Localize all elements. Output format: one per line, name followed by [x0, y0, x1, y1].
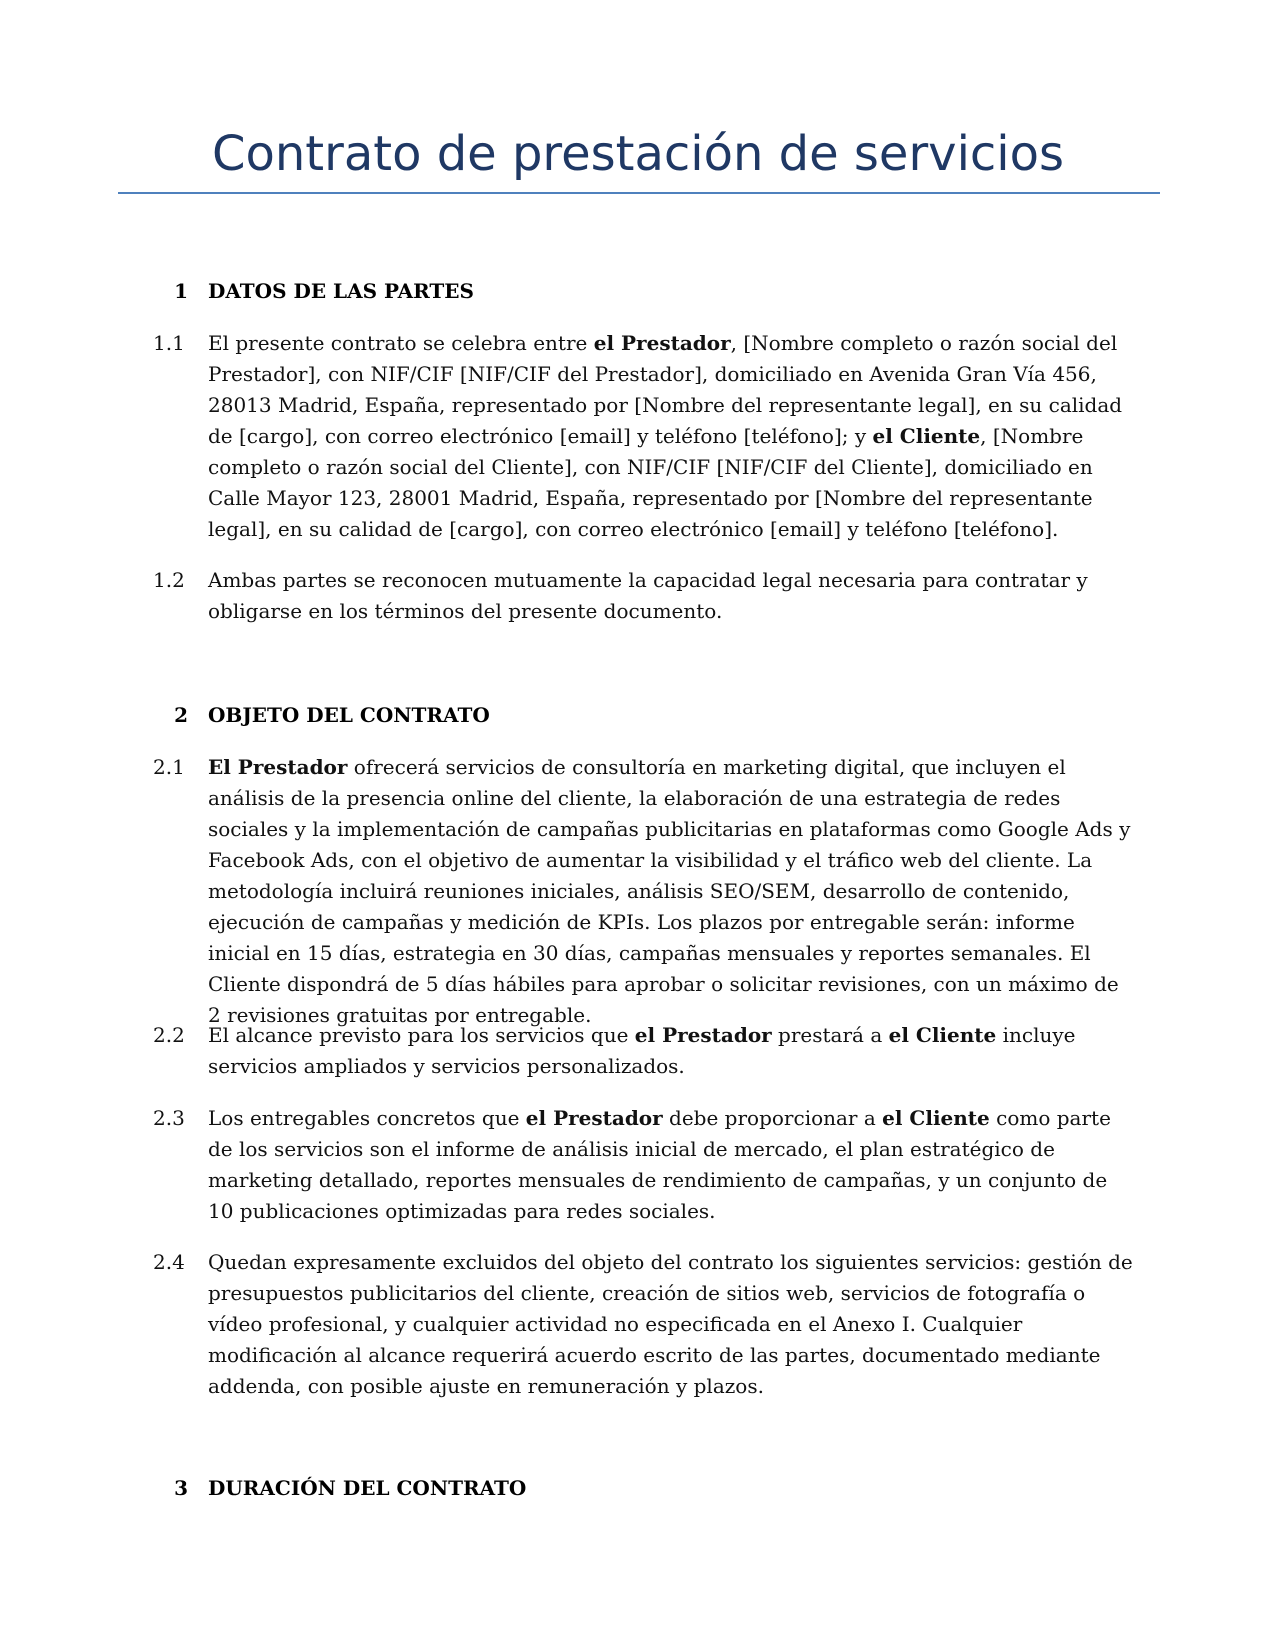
party-name-prestador: el Prestador: [525, 1106, 663, 1130]
section-heading-1: [174, 276, 474, 306]
section-heading-text: DATOS DE LAS PARTES: [208, 279, 474, 303]
clause-1-1: [153, 328, 1133, 545]
clause-number: 2.2: [153, 1023, 185, 1047]
party-name-cliente: el Cliente: [882, 1106, 990, 1130]
clause-text: Los entregables concretos que: [208, 1106, 526, 1130]
clause-2-1: [153, 752, 1133, 1031]
clause-number: 1.1: [153, 331, 185, 355]
clause-text: debe proporcionar a: [662, 1106, 883, 1130]
section-number: 3: [174, 1476, 188, 1500]
clause-number: 2.1: [153, 755, 185, 779]
section-number: 2: [174, 703, 188, 727]
party-name-cliente: el Cliente: [888, 1023, 997, 1047]
party-name-cliente: el Cliente: [872, 424, 981, 448]
clause-text: incluye servicios ampliados y servicios personalizados.: [208, 1023, 1076, 1078]
clause-number: 1.2: [153, 568, 185, 592]
clause-text: ofrecerá servicios de consultoría en marketing digital, que incluyen el análisis de la presencia online del cliente, la elaboración de una estrategia de redes sociales y la implementación de campañas publicitarias en plataformas como Google Ads y Facebook Ads, con el objetivo de aumentar la visibilidad y el tráfico web del cliente. La metodología incluirá reuniones iniciales, análisis SEO/SEM, desarrollo de contenido, ejecución de campañas y medición de KPIs. Los plazos por entregable serán: informe inicial en 15 días, estrategia en 30 días, campañas mensuales y reportes semanales. El Cliente dispondrá de 5 días hábiles para aprobar o solicitar revisiones, con un máximo de 2 revisiones gratuitas por entregable.: [208, 755, 1131, 1027]
clause-text: Quedan expresamente excluidos del objeto del contrato los siguientes servicios: gestión de presupuestos publicitarios del cliente, creación de sitios web, servicios de fotografía o vídeo profesional, y cualquier actividad no especificada en el Anexo I. Cualquier modificación al alcance requerirá acuerdo escrito de las partes, documentado mediante addenda, con posible ajuste en remuneración y plazos.: [208, 1250, 1133, 1398]
section-heading-text: DURACIÓN DEL CONTRATO: [208, 1476, 527, 1500]
clause-number: 2.3: [153, 1106, 185, 1130]
section-heading-text: OBJETO DEL CONTRATO: [208, 703, 490, 727]
party-name-prestador: el Prestador: [634, 1023, 772, 1047]
section-heading-3: [174, 1473, 527, 1503]
document-title: Contrato de prestación de servicios: [211, 126, 1065, 182]
clause-text: El alcance previsto para los servicios que: [208, 1023, 635, 1047]
title-underline: [118, 192, 1160, 194]
clause-2-2: [153, 1020, 1133, 1082]
party-name-prestador: El Prestador: [208, 755, 348, 779]
clause-number: 2.4: [153, 1250, 185, 1274]
clause-1-2: [153, 565, 1133, 627]
clause-text: El presente contrato se celebra entre: [208, 331, 594, 355]
clause-text: , [Nombre completo o razón social del Cliente], con NIF/CIF [NIF/CIF del Cliente], domiciliado en Calle Mayor 123, 28001 Madrid, España, representado por [Nombre del representante legal], en su calidad de [cargo], con correo electrónico [email] y teléfono [teléfono].: [208, 424, 1093, 541]
clause-2-3: [153, 1103, 1133, 1227]
clause-text: prestará a: [771, 1023, 889, 1047]
section-number: 1: [174, 279, 188, 303]
clause-text: Ambas partes se reconocen mutuamente la capacidad legal necesaria para contratar y obligarse en los términos del presente documento.: [208, 568, 1088, 623]
party-name-prestador: el Prestador: [593, 331, 731, 355]
clause-text: , [Nombre completo o razón social del Prestador], con NIF/CIF [NIF/CIF del Prestador], domiciliado en Avenida Gran Vía 456, 28013 Madrid, España, representado por [Nombre del representante legal], en su calidad de [cargo], con correo electrónico [email] y teléfono [teléfono]; y: [208, 331, 1123, 448]
clause-text: como parte de los servicios son el informe de análisis inicial de mercado, el plan estratégico de marketing detallado, reportes mensuales de rendimiento de campañas, y un conjunto de 10 publicaciones optimizadas para redes sociales.: [208, 1106, 1111, 1223]
section-heading-2: [174, 700, 490, 730]
clause-2-4: [153, 1247, 1133, 1402]
